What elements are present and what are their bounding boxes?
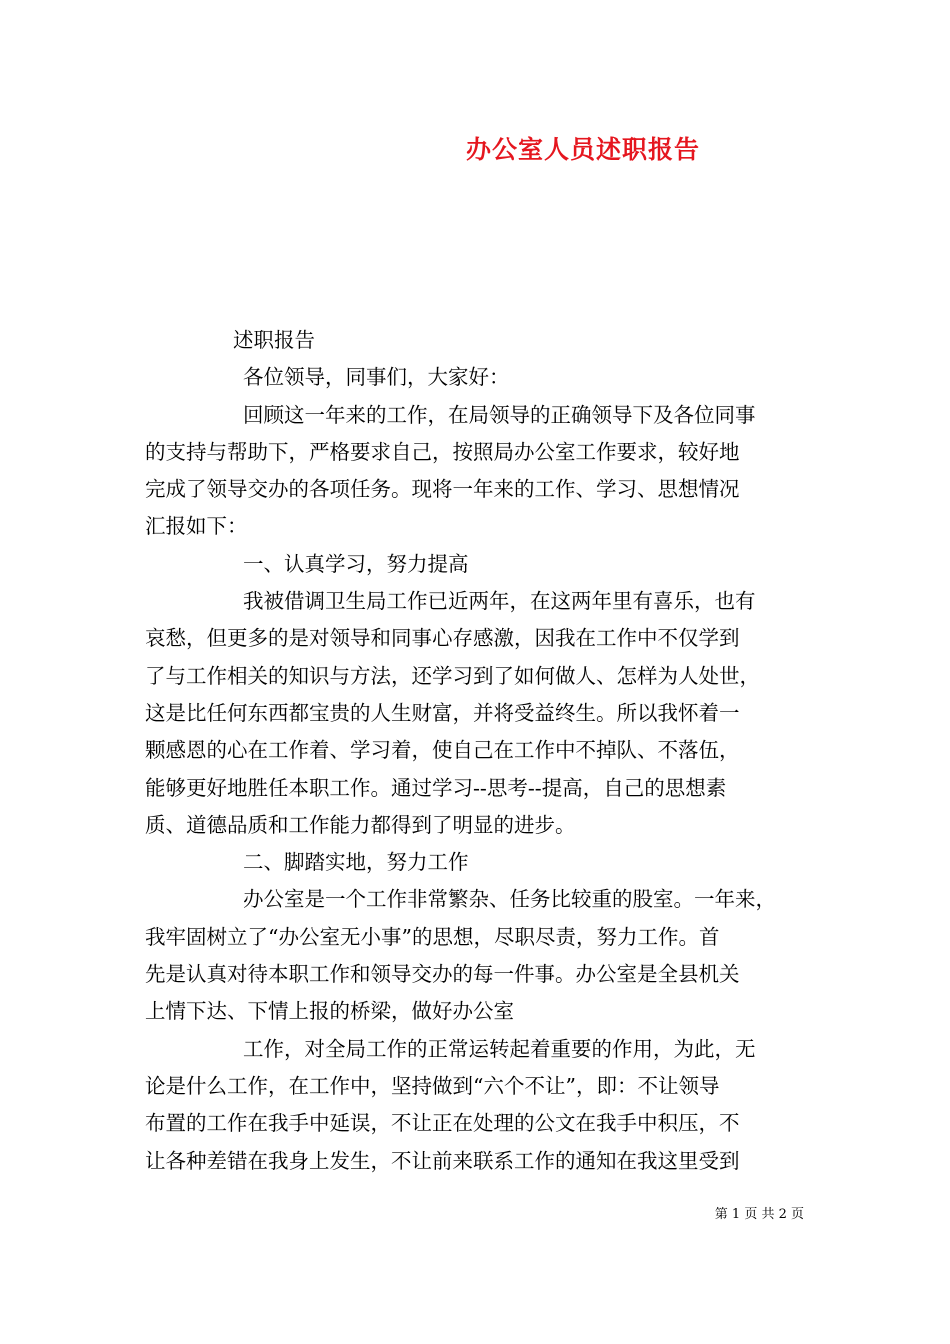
paragraph-line: 颗感恩的心在工作着、学习着，使自己在工作中不掉队、不落伍， xyxy=(145,738,740,763)
document-body xyxy=(145,322,809,1180)
paragraph-line: 办公室是一个工作非常繁杂、任务比较重的股室。一年来， xyxy=(243,887,776,912)
paragraph-six-rules xyxy=(145,1031,809,1180)
paragraph-line: 我被借调卫生局工作已近两年，在这两年里有喜乐，也有 xyxy=(243,589,756,614)
paragraph-line: 先是认真对待本职工作和领导交办的每一件事。办公室是全县机关 xyxy=(145,962,740,987)
page-footer xyxy=(0,1205,950,1225)
paragraph-line: 回顾这一年来的工作，在局领导的正确领导下及各位同事 xyxy=(243,402,756,427)
paragraph-line: 能够更好地胜任本职工作。通过学习--思考--提高，自己的思想素 xyxy=(145,775,727,800)
section-heading-work xyxy=(145,844,809,881)
paragraph-line: 上情下达、下情上报的桥梁，做好办公室 xyxy=(145,999,514,1024)
greeting xyxy=(145,359,809,396)
greeting-text: 各位领导，同事们，大家好： xyxy=(243,365,510,390)
paragraph-line: 布置的工作在我手中延误，不让正在处理的公文在我手中积压，不 xyxy=(145,1111,740,1136)
paragraph-line: 让各种差错在我身上发生，不让前来联系工作的通知在我这里受到 xyxy=(145,1148,740,1173)
section-heading-study xyxy=(145,546,809,583)
paragraph-line: 这是比任何东西都宝贵的人生财富，并将受益终生。所以我怀着一 xyxy=(145,700,740,725)
paragraph-line: 质、道德品质和工作能力都得到了明显的进步。 xyxy=(145,812,576,837)
paragraph-line: 了与工作相关的知识与方法，还学习到了如何做人、怎样为人处世， xyxy=(145,663,760,688)
paragraph-line: 汇报如下： xyxy=(145,514,248,539)
page-number: 第 1 页 共 2 页 xyxy=(714,1207,804,1222)
section-heading-text: 二、脚踏实地，努力工作 xyxy=(243,850,469,875)
paragraph-line: 哀愁，但更多的是对领导和同事心存感激，因我在工作中不仅学到 xyxy=(145,626,740,651)
paragraph-study xyxy=(145,583,809,844)
report-label-text: 述职报告 xyxy=(233,328,315,352)
document-title: 办公室人员述职报告 xyxy=(465,135,700,164)
section-heading-text: 一、认真学习，努力提高 xyxy=(243,551,469,576)
paragraph-intro xyxy=(145,397,809,546)
paragraph-line: 论是什么工作，在工作中，坚持做到“六个不让”，即：不让领导 xyxy=(145,1073,720,1098)
paragraph-line: 完成了领导交办的各项任务。现将一年来的工作、学习、思想情况 xyxy=(145,477,740,502)
paragraph-line: 工作，对全局工作的正常运转起着重要的作用，为此，无 xyxy=(243,1036,756,1061)
paragraph-line: 我牢固树立了“办公室无小事”的思想，尽职尽责，努力工作。首 xyxy=(145,924,720,949)
paragraph-office xyxy=(145,881,809,1030)
report-label xyxy=(145,322,809,359)
paragraph-line: 的支持与帮助下，严格要求自己，按照局办公室工作要求，较好地 xyxy=(145,439,740,464)
